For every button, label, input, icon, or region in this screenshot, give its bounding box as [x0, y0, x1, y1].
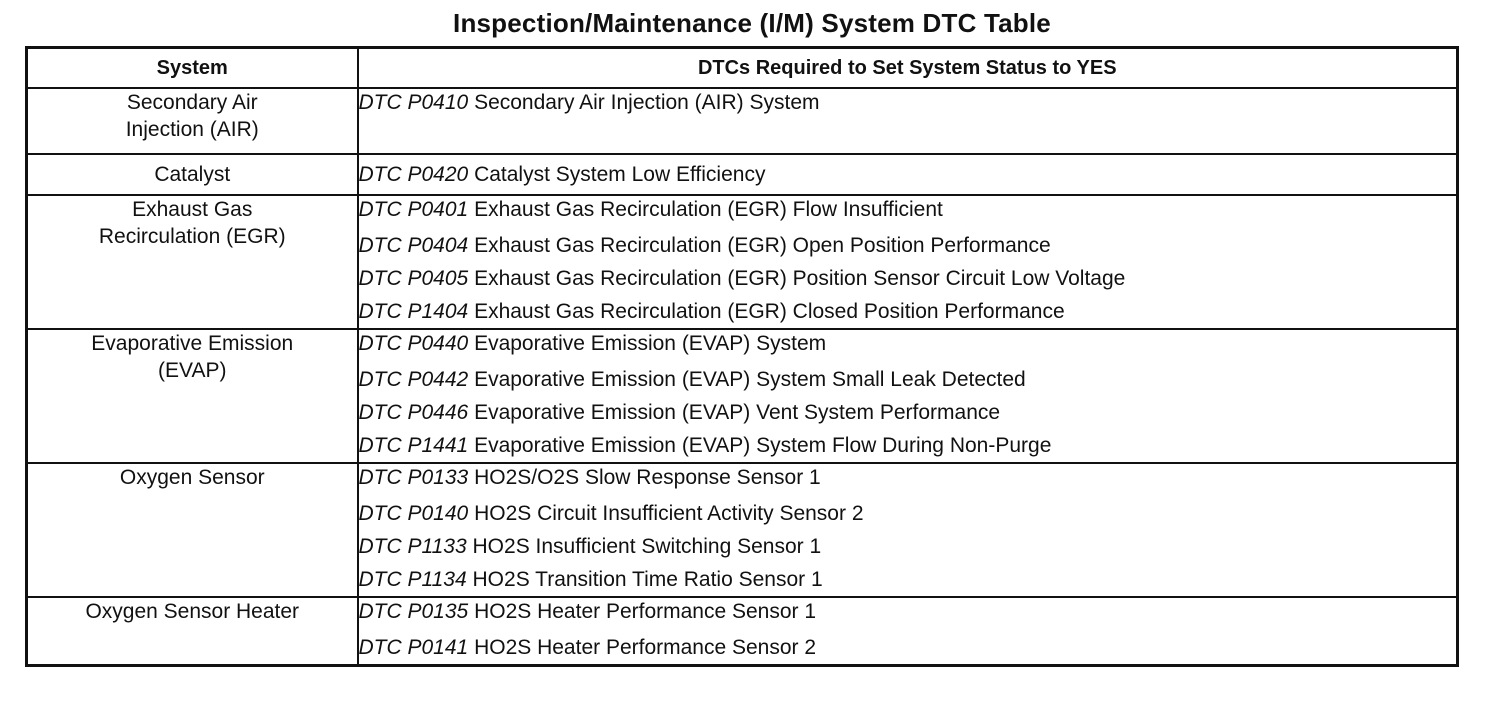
dtc-entry	[359, 89, 1457, 116]
dtc-description: HO2S Circuit Insufficient Activity Sensor 2	[474, 502, 864, 525]
dtc-entry	[359, 631, 1457, 664]
dtc-entry	[359, 330, 1457, 357]
table-row	[27, 195, 1458, 329]
dtc-description: HO2S Heater Performance Sensor 1	[474, 600, 817, 623]
dtcs-cell	[358, 88, 1458, 154]
table-row	[27, 88, 1458, 154]
system-name: Catalyst	[154, 163, 231, 186]
dtc-code: DTC P0440	[358, 332, 469, 355]
system-name: Secondary Air Injection (AIR)	[125, 91, 259, 141]
dtc-code: DTC P0405	[358, 267, 469, 290]
dtc-entry	[359, 396, 1457, 429]
system-cell	[27, 329, 358, 463]
dtc-description: HO2S/O2S Slow Response Sensor 1	[474, 466, 821, 489]
dtc-entry	[359, 196, 1457, 223]
dtc-code: DTC P1441	[358, 434, 469, 457]
dtc-description: Exhaust Gas Recirculation (EGR) Flow Insufficient	[474, 198, 943, 221]
dtc-description: Evaporative Emission (EVAP) Vent System Performance	[474, 401, 1001, 424]
dtc-entry	[359, 229, 1457, 262]
dtc-description: Exhaust Gas Recirculation (EGR) Position Sensor Circuit Low Voltage	[474, 267, 1126, 290]
dtc-code: DTC P0446	[358, 401, 469, 424]
dtcs-cell	[358, 463, 1458, 597]
dtc-code: DTC P1134	[358, 568, 467, 591]
system-name: Evaporative Emission (EVAP)	[91, 332, 294, 382]
dtc-table	[25, 46, 1459, 667]
table-row	[27, 329, 1458, 463]
dtc-entry	[359, 563, 1457, 596]
dtc-entry	[359, 295, 1457, 328]
dtc-code: DTC P0135	[358, 600, 469, 623]
dtc-code: DTC P0133	[358, 466, 469, 489]
dtc-code: DTC P0401	[358, 198, 469, 221]
dtc-description: HO2S Insufficient Switching Sensor 1	[472, 535, 822, 558]
system-cell	[27, 463, 358, 597]
dtc-entry	[359, 161, 1457, 188]
system-cell	[27, 88, 358, 154]
dtc-code: DTC P0420	[358, 163, 469, 186]
dtc-entry	[359, 363, 1457, 396]
dtc-description: Evaporative Emission (EVAP) System Small Leak Detected	[474, 368, 1026, 391]
dtc-description: Secondary Air Injection (AIR) System	[474, 91, 820, 114]
dtc-code: DTC P0442	[358, 368, 469, 391]
dtc-description: HO2S Heater Performance Sensor 2	[474, 636, 817, 659]
header-system: System	[27, 48, 358, 89]
dtc-entry	[359, 530, 1457, 563]
dtc-code: DTC P1133	[358, 535, 467, 558]
dtc-entry	[359, 497, 1457, 530]
dtcs-cell	[358, 597, 1458, 666]
dtcs-cell	[358, 329, 1458, 463]
table-row	[27, 154, 1458, 195]
system-name: Oxygen Sensor Heater	[85, 600, 300, 623]
dtcs-cell	[358, 154, 1458, 195]
page-title: Inspection/Maintenance (I/M) System DTC Table	[453, 8, 1051, 38]
dtc-code: DTC P0141	[358, 636, 469, 659]
dtc-code: DTC P1404	[358, 300, 469, 323]
system-cell	[27, 154, 358, 195]
dtc-code: DTC P0404	[358, 234, 469, 257]
dtc-code: DTC P0140	[358, 502, 469, 525]
dtc-description: Evaporative Emission (EVAP) System Flow During Non-Purge	[474, 434, 1052, 457]
dtc-entry	[359, 598, 1457, 625]
dtc-description: Exhaust Gas Recirculation (EGR) Open Position Performance	[474, 234, 1051, 257]
dtc-entry	[359, 262, 1457, 295]
header-dtcs: DTCs Required to Set System Status to YES	[358, 48, 1458, 89]
dtc-description: HO2S Transition Time Ratio Sensor 1	[472, 568, 823, 591]
system-cell	[27, 597, 358, 666]
system-name: Exhaust Gas Recirculation (EGR)	[98, 198, 286, 248]
table-header-row	[27, 48, 1458, 89]
system-name: Oxygen Sensor	[119, 466, 265, 489]
dtc-code: DTC P0410	[358, 91, 469, 114]
dtc-entry	[359, 429, 1457, 462]
dtc-description: Catalyst System Low Efficiency	[474, 163, 766, 186]
dtc-entry	[359, 464, 1457, 491]
dtcs-cell	[358, 195, 1458, 329]
table-row	[27, 597, 1458, 666]
dtc-description: Exhaust Gas Recirculation (EGR) Closed Position Performance	[474, 300, 1065, 323]
table-row	[27, 463, 1458, 597]
system-cell	[27, 195, 358, 329]
dtc-description: Evaporative Emission (EVAP) System	[474, 332, 827, 355]
